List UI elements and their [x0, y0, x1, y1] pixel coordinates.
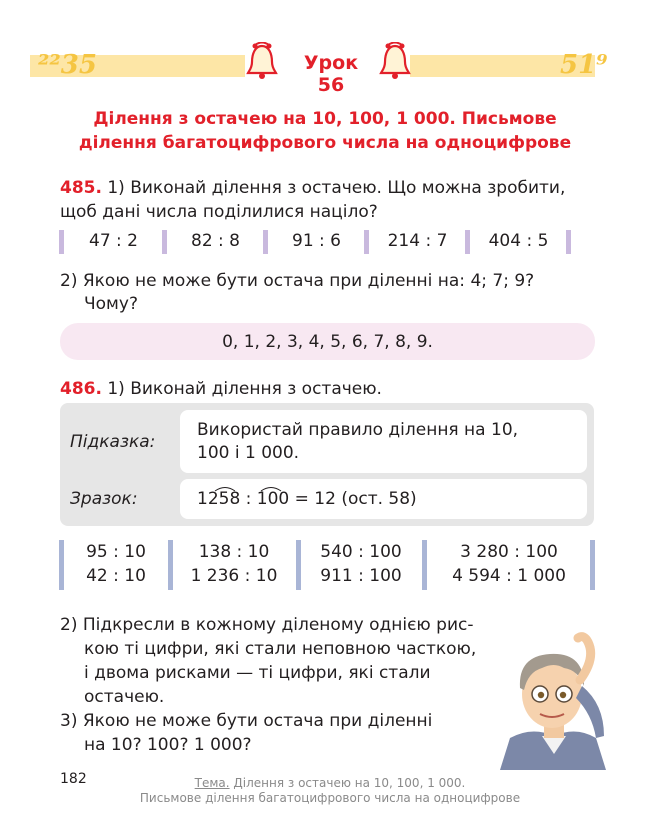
- divider-bar: [422, 540, 427, 590]
- hint-label: Підказка:: [70, 432, 156, 452]
- task-485-part2-line2: Чому?: [84, 294, 138, 314]
- task-486-part1: 1) Виконай ділення з остачею.: [107, 379, 382, 399]
- header-deco-right: 51⁹: [560, 50, 608, 80]
- division-item: 42 : 10: [86, 566, 146, 586]
- divider-bar: [566, 230, 571, 254]
- task-486-line1: [60, 377, 382, 401]
- divider-bar: [59, 540, 64, 590]
- division-item: 3 280 : 100: [460, 542, 558, 562]
- footer-theme-text: Ділення з остачею на 10, 100, 1 000.: [229, 776, 466, 790]
- divider-bar: [296, 540, 301, 590]
- task-485-part1-line1: 1) Виконай ділення з остачею. Що можна зробити,: [107, 178, 566, 198]
- task-number: 486.: [60, 379, 102, 399]
- bell-icon: [378, 42, 412, 82]
- division-item: 404 : 5: [488, 231, 549, 251]
- hint-text-line2: 100 і 1 000.: [197, 443, 300, 463]
- task-486-part3-line2: на 10? 100? 1 000?: [84, 735, 252, 755]
- task-486-part3-line1: 3) Якою не може бути остача при діленні: [60, 711, 433, 731]
- division-item: 911 : 100: [320, 566, 402, 586]
- remainders-list: 0, 1, 2, 3, 4, 5, 6, 7, 8, 9.: [222, 332, 433, 352]
- division-item: 91 : 6: [292, 231, 341, 251]
- divider-bar: [59, 230, 64, 254]
- topic-heading-line1: Ділення з остачею на 10, 100, 1 000. Письмове: [93, 109, 557, 129]
- division-item: 47 : 2: [89, 231, 138, 251]
- task-number: 485.: [60, 178, 102, 198]
- topic-heading-line2: ділення багатоцифрового числа на одноцифрове: [78, 133, 572, 153]
- division-item: 4 594 : 1 000: [452, 566, 566, 586]
- bell-icon: [245, 42, 279, 82]
- task-486-part2-line4: остачею.: [84, 687, 165, 707]
- footer-theme-label: Тема.: [194, 776, 230, 790]
- division-item: 82 : 8: [191, 231, 240, 251]
- sample-label: Зразок:: [70, 489, 138, 509]
- divider-bar: [263, 230, 268, 254]
- divider-bar: [590, 540, 595, 590]
- lesson-title: Урок 56: [303, 52, 359, 96]
- divider-bar: [465, 230, 470, 254]
- division-item: 138 : 10: [198, 542, 270, 562]
- hint-text-line1: Використай правило ділення на 10,: [197, 420, 519, 440]
- sample-arc-marks: [213, 484, 285, 492]
- task-485-part2-line1: 2) Якою не може бути остача при діленні на: 4; 7; 9?: [60, 271, 535, 291]
- task-485-part1-line2: щоб дані числа поділилися націло?: [60, 202, 378, 222]
- sample-text: 1258 : 100 = 12 (ост. 58): [197, 489, 417, 509]
- division-item: 1 236 : 10: [190, 566, 278, 586]
- divider-bar: [162, 230, 167, 254]
- footer-theme-line2: Письмове ділення багатоцифрового числа на одноцифрове: [139, 791, 521, 805]
- divider-bar: [364, 230, 369, 254]
- task-486-part2-line2: кою ті цифри, які стали неповною часткою,: [84, 639, 477, 659]
- page-number: 182: [60, 771, 87, 787]
- task-486-part2-line3: і двома рисками — ті цифри, які стали: [84, 663, 431, 683]
- thinking-boy-illustration: [492, 628, 620, 770]
- footer-theme-line1: [130, 776, 530, 791]
- header-deco-left: ²²35: [38, 50, 97, 80]
- task-486-part2-line1: 2) Підкресли в кожному діленому однією рис-: [60, 615, 474, 635]
- division-item: 540 : 100: [320, 542, 402, 562]
- division-item: 214 : 7: [387, 231, 448, 251]
- task-485-line1: [60, 176, 565, 200]
- division-item: 95 : 10: [86, 542, 146, 562]
- divider-bar: [168, 540, 173, 590]
